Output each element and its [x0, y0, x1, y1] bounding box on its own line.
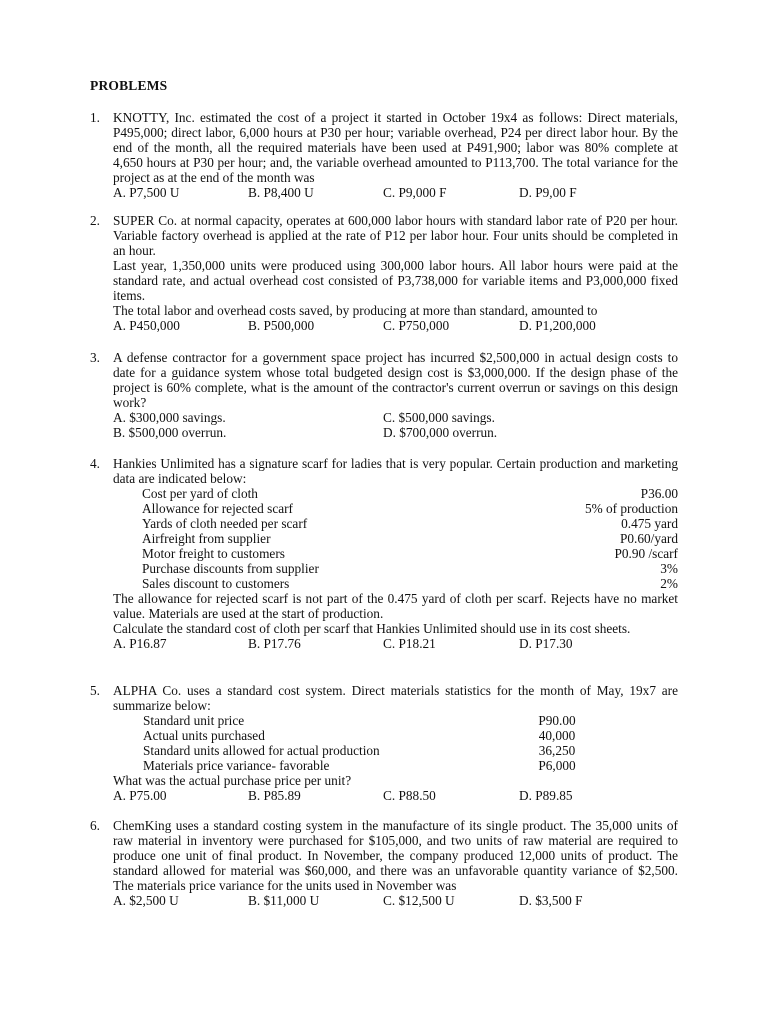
data-table: [113, 486, 678, 591]
choice-d: D. P9,00 F: [519, 185, 577, 200]
row-value: P0.60/yard: [620, 531, 678, 546]
choice-a: A. P7,500 U: [113, 185, 180, 200]
row-label: Purchase discounts from supplier: [142, 561, 319, 576]
problem-text: SUPER Co. at normal capacity, operates at 600,000 labor hours with standard labor rate of P20 per hour. Variable factory overhead is applied at the rate of P12 per labor hour. Four units should be completed in an hour.: [113, 213, 678, 258]
table-row: [113, 516, 678, 531]
problem-number: 2.: [90, 213, 100, 228]
problem-2: [90, 213, 678, 333]
choice-d: D. P1,200,000: [519, 318, 596, 333]
choice-b: B. P500,000: [248, 318, 315, 333]
choice-b: B. P8,400 U: [248, 185, 314, 200]
row-value: 0.475 yard: [621, 516, 678, 531]
choice-c: C. P750,000: [383, 318, 450, 333]
row-value: 5% of production: [584, 501, 678, 516]
row-label: Sales discount to customers: [142, 576, 290, 591]
row-value: P36.00: [640, 486, 678, 501]
problem-question: Calculate the standard cost of cloth per scarf that Hankies Unlimited should use in its cost sheets.: [113, 621, 631, 636]
problem-5: [90, 683, 678, 803]
problem-3: [90, 350, 678, 440]
row-label: Standard unit price: [143, 713, 245, 728]
problem-number: 5.: [90, 683, 100, 698]
row-value: P6,000: [538, 758, 576, 773]
row-value: 2%: [660, 576, 678, 591]
problem-number: 6.: [90, 818, 100, 833]
problem-4: [90, 456, 678, 651]
choice-a: A. P75.00: [113, 788, 167, 803]
choice-d: D. P17.30: [519, 636, 573, 651]
problem-text: ChemKing uses a standard costing system in the manufacture of its single product. The 35,000 units of raw material in inventory were purchased for $105,000, and two units of raw material are required to produce one unit of final product. In November, the company produced 12,000 units of product. The standard allowed for material was $60,000, and there was an unfavorable quantity variance of $2,500. The materials price variance for the units used in November was: [113, 818, 678, 893]
answer-choices: [113, 185, 678, 200]
row-value: P90.00: [538, 713, 576, 728]
choice-c: C. $500,000 savings.: [383, 410, 495, 425]
row-label: Materials price variance- favorable: [143, 758, 330, 773]
choice-b: B. $500,000 overrun.: [113, 425, 227, 440]
row-label: Allowance for rejected scarf: [142, 501, 293, 516]
table-row: [113, 576, 678, 591]
problem-number: 1.: [90, 110, 100, 125]
page-heading: PROBLEMS: [90, 78, 168, 93]
choice-c: C. P9,000 F: [383, 185, 447, 200]
problem-question: What was the actual purchase price per unit?: [113, 773, 352, 788]
choice-d: D. $700,000 overrun.: [383, 425, 498, 440]
row-label: Yards of cloth needed per scarf: [142, 516, 308, 531]
table-row: [113, 713, 678, 728]
answer-choices: [113, 410, 678, 440]
row-value: P0.90 /scarf: [614, 546, 678, 561]
table-row: [113, 758, 678, 773]
choice-b: B. $11,000 U: [248, 893, 320, 908]
choice-a: A. $300,000 savings.: [113, 410, 226, 425]
table-row: [113, 743, 678, 758]
problem-text: A defense contractor for a government space project has incurred $2,500,000 in actual design costs to date for a guidance system whose total budgeted design cost is $3,000,000. If the design phase of the project is 60% complete, what is the amount of the contractor's current overrun or savings on this design work?: [113, 350, 678, 410]
choice-c: C. P88.50: [383, 788, 436, 803]
table-row: [113, 501, 678, 516]
choice-b: B. P85.89: [248, 788, 301, 803]
row-label: Cost per yard of cloth: [142, 486, 258, 501]
answer-choices: [113, 893, 678, 908]
choice-c: C. P18.21: [383, 636, 436, 651]
row-value: 36,250: [538, 743, 576, 758]
problem-1: [90, 110, 678, 200]
choice-a: A. P16.87: [113, 636, 167, 651]
problem-text: ALPHA Co. uses a standard cost system. Direct materials statistics for the month of May, 19x7 are summarize below:: [113, 683, 678, 713]
row-label: Airfreight from supplier: [142, 531, 271, 546]
problem-text: The allowance for rejected scarf is not part of the 0.475 yard of cloth per scarf. Rejects have no market value. Materials are used at the start of production.: [113, 591, 678, 621]
answer-choices: [113, 636, 678, 651]
choice-d: D. $3,500 F: [519, 893, 583, 908]
choice-c: C. $12,500 U: [383, 893, 455, 908]
problem-text: KNOTTY, Inc. estimated the cost of a project it started in October 19x4 as follows: Direct materials, P495,000; direct labor, 6,000 hours at P30 per hour; variable overhead, P24 per direct labor hour. By the end of the month, all the required materials have been used at P491,900; labor was 80% complete at 4,650 hours at P30 per hour; and, the variable overhead amounted to P113,700. The total variance for the project as at the end of the month was: [113, 110, 678, 185]
choice-b: B. P17.76: [248, 636, 301, 651]
table-row: [113, 561, 678, 576]
problem-question: The total labor and overhead costs saved, by producing at more than standard, amounted to: [113, 303, 598, 318]
row-label: Actual units purchased: [143, 728, 265, 743]
table-row: [113, 486, 678, 501]
table-row: [113, 531, 678, 546]
row-value: 3%: [660, 561, 678, 576]
answer-choices: [113, 788, 678, 803]
problem-6: [90, 818, 678, 908]
answer-choices: [113, 318, 678, 333]
problem-number: 4.: [90, 456, 100, 471]
row-label: Standard units allowed for actual production: [143, 743, 380, 758]
table-row: [113, 728, 678, 743]
choice-d: D. P89.85: [519, 788, 573, 803]
choice-a: A. $2,500 U: [113, 893, 179, 908]
choice-a: A. P450,000: [113, 318, 180, 333]
row-label: Motor freight to customers: [142, 546, 285, 561]
data-table: [113, 713, 678, 773]
table-row: [113, 546, 678, 561]
problem-text: Hankies Unlimited has a signature scarf for ladies that is very popular. Certain production and marketing data are indicated below:: [113, 456, 678, 486]
problem-text: Last year, 1,350,000 units were produced using 300,000 labor hours. All labor hours were paid at the standard rate, and actual overhead cost consisted of P3,738,000 for variable items and P3,000,000 fixed items.: [113, 258, 678, 303]
row-value: 40,000: [538, 728, 576, 743]
problem-number: 3.: [90, 350, 100, 365]
